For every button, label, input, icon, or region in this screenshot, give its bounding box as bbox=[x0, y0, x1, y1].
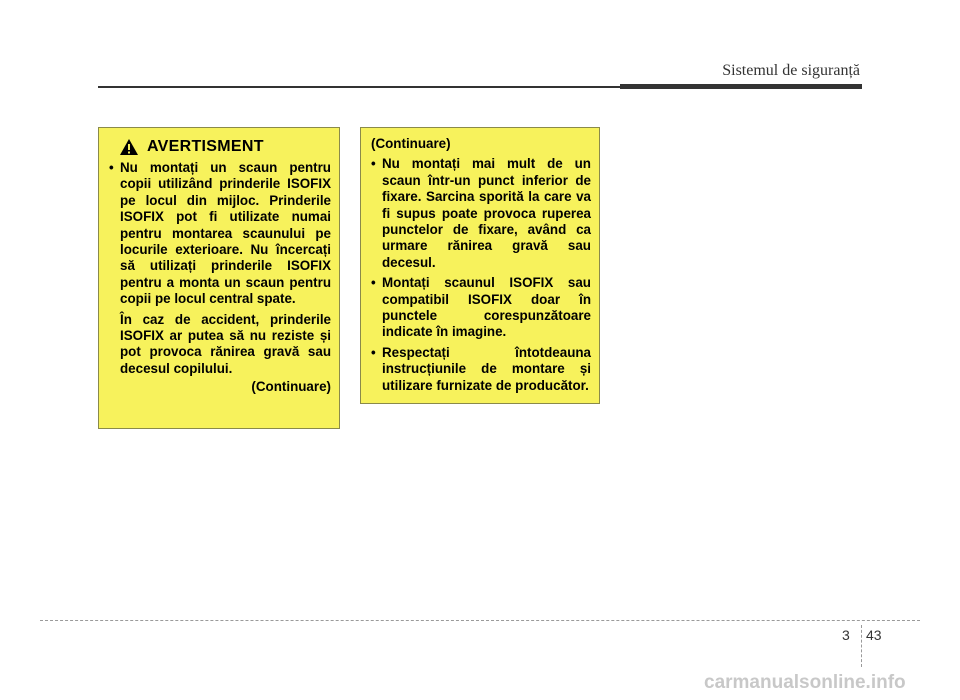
footer-divider bbox=[861, 625, 862, 667]
warning-bullet bbox=[371, 345, 591, 394]
header-rule-thick bbox=[620, 84, 862, 89]
warning-bullet bbox=[371, 156, 591, 271]
warning-box-continued bbox=[360, 127, 600, 404]
bullet-mark: • bbox=[371, 344, 376, 360]
bullet-mark: • bbox=[109, 160, 114, 175]
page-header-title: Sistemul de siguranță bbox=[722, 62, 860, 79]
warning-triangle-icon bbox=[119, 138, 139, 156]
watermark: carmanualsonline.info bbox=[704, 672, 906, 693]
continued-label-top: (Continuare) bbox=[371, 136, 451, 151]
warning-bullet bbox=[371, 275, 591, 341]
warning-paragraph: În caz de accident, prinderile ISOFIX ar putea să nu reziste și pot provoca rănirea gravă sau decesul copilului. bbox=[120, 311, 331, 376]
warning-title: AVERTISMENT bbox=[147, 137, 264, 155]
warning-bullet bbox=[109, 160, 331, 308]
footer-rule bbox=[40, 620, 920, 621]
header-rule bbox=[98, 86, 620, 88]
warning-bullet-text: Respectați întotdeauna instrucțiunile de montare și utilizare furnizate de producător. bbox=[382, 344, 591, 393]
warning-header bbox=[119, 138, 331, 156]
warning-box bbox=[98, 127, 340, 429]
page-number: 43 bbox=[866, 627, 882, 643]
warning-bullet-text: Nu montați mai mult de un scaun într-un punct inferior de fixare. Sarcina sporită la care va fi supus poate provoca ruperea punctelor de fixare, având ca urmare rănirea gravă sau decesul. bbox=[382, 156, 591, 270]
warning-bullet-text: Montați scaunul ISOFIX sau compatibil ISOFIX doar în punctele corespunzătoare indicate în imagine. bbox=[382, 275, 591, 340]
bullet-mark: • bbox=[371, 156, 376, 172]
chapter-number: 3 bbox=[842, 627, 850, 643]
continued-label: (Continuare) bbox=[251, 379, 331, 395]
bullet-mark: • bbox=[371, 275, 376, 291]
warning-bullet-text: Nu montați un scaun pentru copii utilizând prinderile ISOFIX pe locul din mijloc. Prinderile ISOFIX pot fi utilizate numai pentru montarea scaunului pe locurile exterioare. Nu încercați să utilizați prinderile ISOFIX pentru a monta un scaun pentru copii pe locul central spate. bbox=[120, 160, 331, 307]
